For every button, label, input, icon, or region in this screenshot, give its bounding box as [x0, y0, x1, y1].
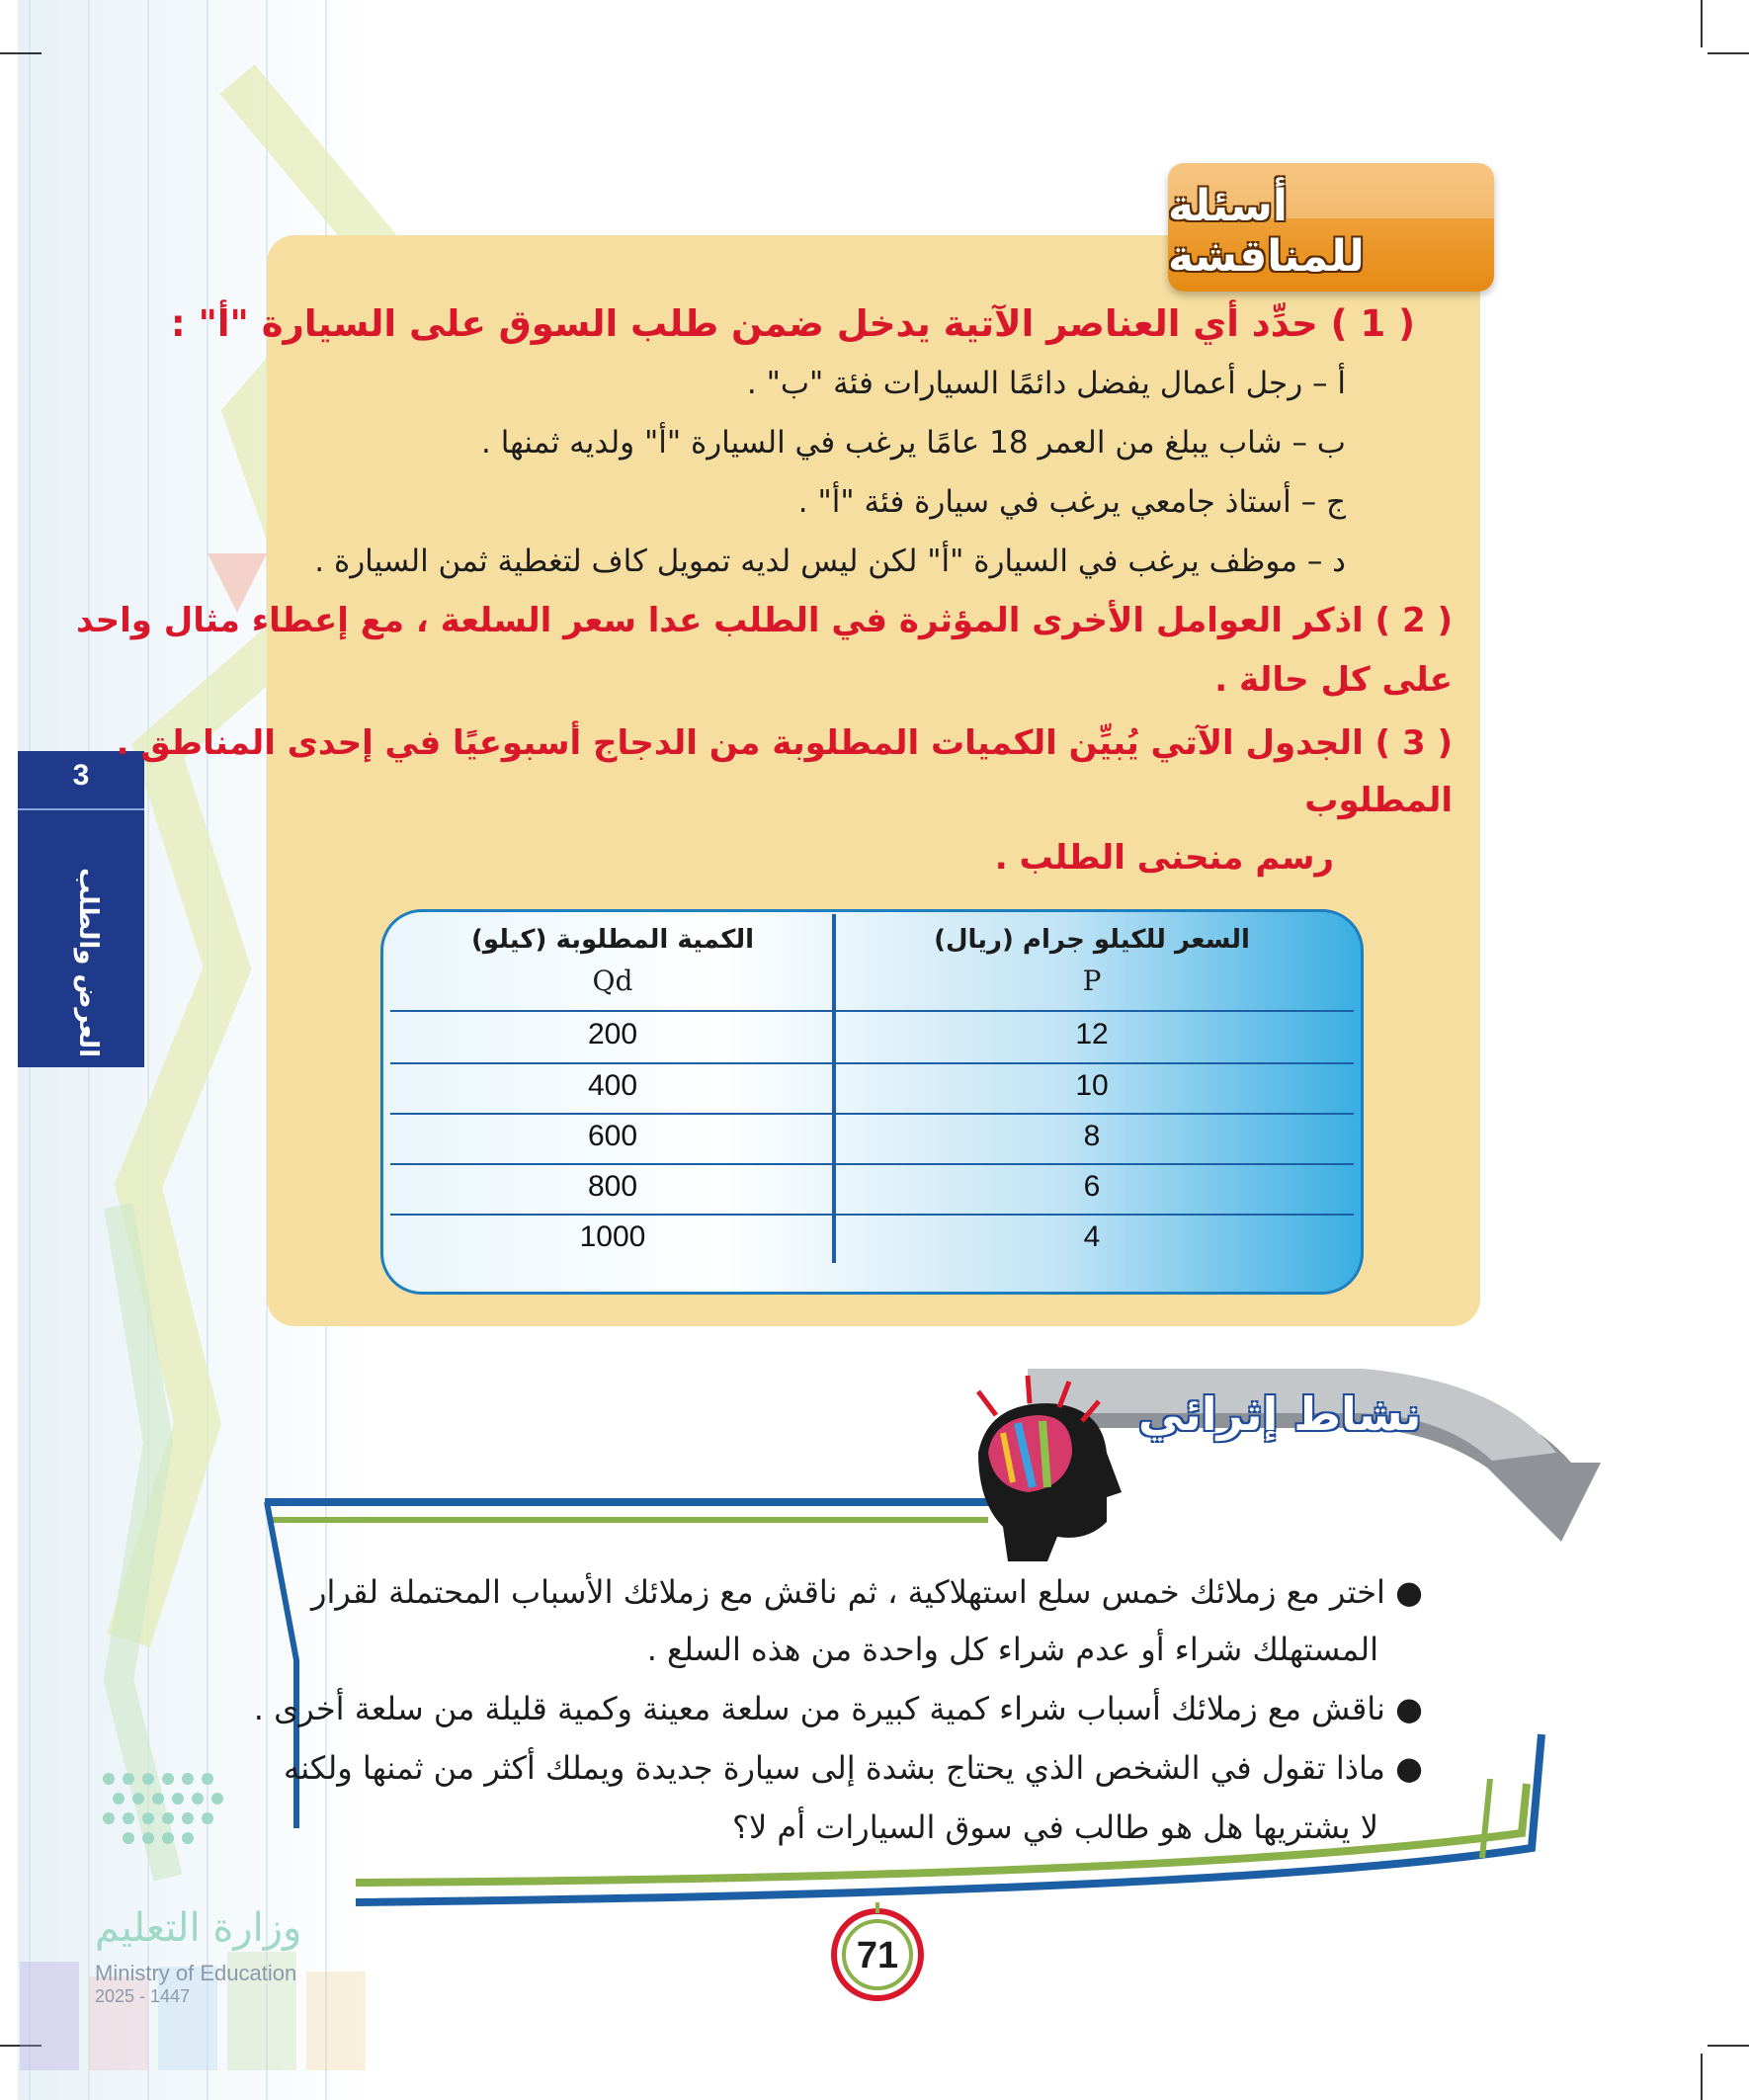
table-cell-price: 10: [1075, 1069, 1109, 1102]
discussion-title: أسئلة للمناقشة: [1168, 181, 1365, 282]
table-cell-quantity: 400: [587, 1069, 638, 1102]
question-3-line-1: ( 3 ) الجدول الآتي يُبيِّن الكميات المطلوبة من الدجاج أسبوعيًا في إحدى المناطق .: [116, 723, 1453, 763]
bullet-text: ناقش مع زملائك أسباب شراء كمية كبيرة من سلعة معينة وكمية قليلة من سلعة أخرى .: [253, 1690, 1385, 1727]
table-cell-price: 8: [1083, 1120, 1101, 1152]
table-cell-quantity: 200: [587, 1018, 638, 1050]
table-cell-price: 12: [1075, 1018, 1109, 1050]
bullet-text: اختر مع زملائك خمس سلع استهلاكية ، ثم ناقش مع زملائك الأسباب المحتملة لقرار: [311, 1573, 1385, 1611]
ministry-name-english: Ministry of Education: [95, 1961, 297, 1985]
question-2-line-2: على كل حالة .: [1214, 660, 1453, 700]
activity-bullet-1-line-2: المستهلك شراء أو عدم شراء كل واحدة من هذه السلع .: [646, 1631, 1378, 1668]
ministry-logo-icon: [103, 1773, 223, 1844]
question-3-line-2: المطلوب: [1304, 781, 1453, 820]
activity-bullet-2: ● ناقش مع زملائك أسباب شراء كمية كبيرة من سلعة معينة وكمية قليلة من سلعة أخرى .: [253, 1690, 1423, 1727]
activity-bullet-3-line-1: ● ماذا تقول في الشخص الذي يحتاج بشدة إلى سيارة جديدة ويملك أكثر من ثمنها ولكنه: [284, 1749, 1423, 1787]
table-cell-price: 4: [1083, 1220, 1101, 1253]
question-1-option-d: د – موظف يرغب في السيارة "أ" لكن ليس لديه تمويل كاف لتغطية ثمن السيارة .: [314, 544, 1346, 579]
bullet-text: ماذا تقول في الشخص الذي يحتاج بشدة إلى سيارة جديدة ويملك أكثر من ثمنها ولكنه: [284, 1749, 1385, 1787]
thinking-head-icon: [978, 1376, 1122, 1561]
table-header-price-symbol: P: [1082, 965, 1102, 997]
table-cell-quantity: 1000: [579, 1220, 646, 1253]
table-cell-quantity: 800: [587, 1170, 638, 1203]
table-header-quantity-symbol: Qd: [592, 965, 633, 997]
question-1-option-a: أ – رجل أعمال يفضل دائمًا السيارات فئة "ب" .: [746, 366, 1346, 401]
table-header-price: السعر للكيلو جرام (ريال): [934, 925, 1250, 955]
activity-banner-arrowhead: [1482, 1463, 1601, 1542]
question-1-option-c: ج – أستاذ جامعي يرغب في سيارة فئة "أ" .: [797, 484, 1346, 520]
page-number: 71: [856, 1935, 899, 1976]
question-1-option-b: ب – شاب يبلغ من العمر 18 عامًا يرغب في السيارة "أ" ولديه ثمنها .: [480, 425, 1346, 461]
ministry-year: 2025 - 1447: [95, 1986, 191, 2006]
activity-bullet-1-line-1: ● اختر مع زملائك خمس سلع استهلاكية ، ثم ناقش مع زملائك الأسباب المحتملة لقرار: [311, 1573, 1423, 1611]
ministry-name-arabic: وزارة التعليم: [95, 1905, 302, 1951]
question-1: ( 1 ) حدِّد أي العناصر الآتية يدخل ضمن طلب السوق على السيارة "أ" :: [170, 302, 1415, 345]
question-2-line-1: ( 2 ) اذكر العوامل الأخرى المؤثرة في الطلب عدا سعر السلعة ، مع إعطاء مثال واحد: [75, 601, 1453, 640]
chapter-title: العرض والطلب: [73, 868, 103, 1057]
chapter-number: 3: [72, 759, 90, 792]
activity-title: نشاط إثرائي: [1138, 1387, 1422, 1441]
question-3-line-3: رسم منحنى الطلب .: [994, 838, 1334, 878]
table-header-quantity: الكمية المطلوبة (كيلو): [471, 925, 754, 955]
table-cell-quantity: 600: [587, 1120, 638, 1152]
table-cell-price: 6: [1083, 1170, 1101, 1203]
activity-bullet-3-line-2: لا يشتريها هل هو طالب في سوق السيارات أم لا؟: [731, 1808, 1378, 1846]
